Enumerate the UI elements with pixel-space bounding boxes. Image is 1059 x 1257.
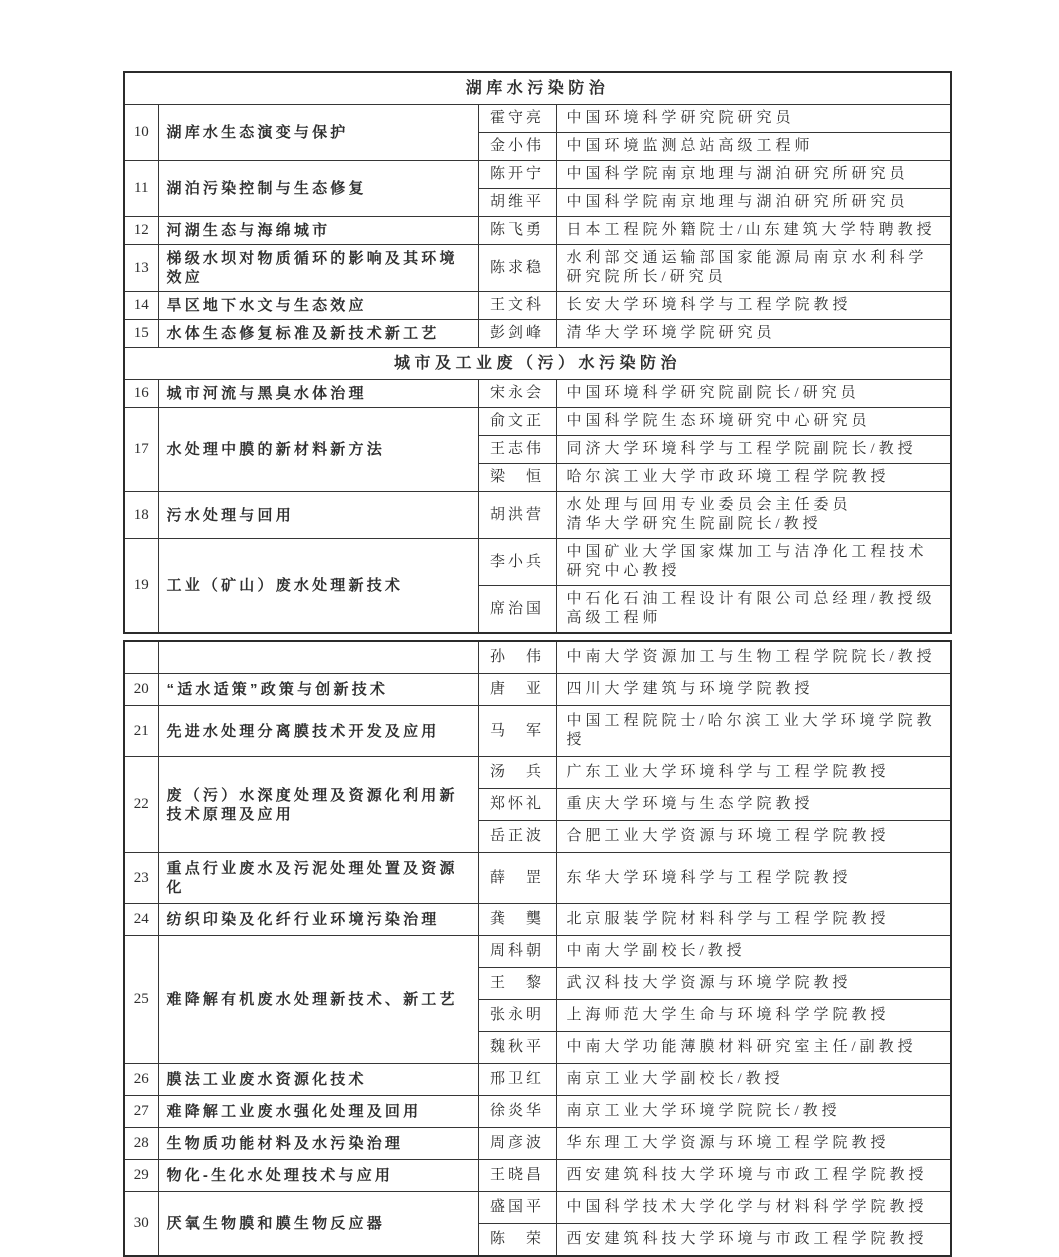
- expert-affiliation-cell: 中国科学院南京地理与湖泊研究所研究员: [556, 189, 951, 217]
- topic-row: [124, 539, 951, 586]
- expert-affiliation-cell: 中国科学院南京地理与湖泊研究所研究员: [556, 161, 951, 189]
- section-header-row: [124, 348, 951, 380]
- expert-affiliation-cell: 中南大学副校长/教授: [556, 936, 951, 968]
- section-header-row: [124, 72, 951, 105]
- review-topics-table-lower: [123, 640, 952, 1257]
- topic-cell: 纺织印染及化纤行业环境污染治理: [158, 904, 478, 936]
- topic-row: [124, 380, 951, 408]
- row-number-cell: 19: [124, 539, 158, 634]
- topic-cell: 水体生态修复标准及新技术新工艺: [158, 320, 478, 348]
- expert-name-cell: 王晓昌: [478, 1160, 556, 1192]
- topic-cell: 难降解有机废水处理新技术、新工艺: [158, 936, 478, 1064]
- expert-name-cell: 陈 荣: [478, 1224, 556, 1257]
- row-number-cell: 15: [124, 320, 158, 348]
- row-number-cell: 12: [124, 217, 158, 245]
- row-number-cell: 20: [124, 674, 158, 706]
- topic-cell: 难降解工业废水强化处理及回用: [158, 1096, 478, 1128]
- topic-row: [124, 641, 951, 674]
- topic-cell: 湖库水生态演变与保护: [158, 105, 478, 161]
- expert-name-cell: 俞文正: [478, 408, 556, 436]
- topic-cell: 工业（矿山）废水处理新技术: [158, 539, 478, 634]
- expert-name-cell: 王志伟: [478, 436, 556, 464]
- topic-row: [124, 904, 951, 936]
- section-header-cell: 湖库水污染防治: [124, 72, 951, 105]
- row-number-cell: 29: [124, 1160, 158, 1192]
- expert-affiliation-cell: 西安建筑科技大学环境与市政工程学院教授: [556, 1160, 951, 1192]
- topic-cell: 梯级水坝对物质循环的影响及其环境效应: [158, 245, 478, 292]
- row-number-cell: 17: [124, 408, 158, 492]
- expert-name-cell: 马 军: [478, 706, 556, 757]
- expert-name-cell: 岳正波: [478, 821, 556, 853]
- expert-name-cell: 胡洪营: [478, 492, 556, 539]
- expert-name-cell: 周彦波: [478, 1128, 556, 1160]
- topic-row: [124, 757, 951, 789]
- expert-name-cell: 梁 恒: [478, 464, 556, 492]
- topic-row: [124, 245, 951, 292]
- expert-name-cell: 薛 罡: [478, 853, 556, 904]
- row-number-cell: 23: [124, 853, 158, 904]
- expert-name-cell: 王文科: [478, 292, 556, 320]
- expert-affiliation-cell: 中南大学资源加工与生物工程学院院长/教授: [556, 641, 951, 674]
- row-number-cell: 22: [124, 757, 158, 853]
- expert-name-cell: 周科朝: [478, 936, 556, 968]
- expert-affiliation-cell: 中南大学功能薄膜材料研究室主任/副教授: [556, 1032, 951, 1064]
- row-number-cell: 10: [124, 105, 158, 161]
- expert-name-cell: 盛国平: [478, 1192, 556, 1224]
- expert-affiliation-cell: 华东理工大学资源与环境工程学院教授: [556, 1128, 951, 1160]
- expert-name-cell: 陈飞勇: [478, 217, 556, 245]
- row-number-cell: 27: [124, 1096, 158, 1128]
- topic-cell: 河湖生态与海绵城市: [158, 217, 478, 245]
- topic-row: [124, 936, 951, 968]
- row-number-cell: 18: [124, 492, 158, 539]
- expert-name-cell: 唐 亚: [478, 674, 556, 706]
- row-number-cell: 26: [124, 1064, 158, 1096]
- topic-row: [124, 706, 951, 757]
- expert-name-cell: 胡维平: [478, 189, 556, 217]
- expert-affiliation-cell: 水处理与回用专业委员会主任委员 清华大学研究生院副院长/教授: [556, 492, 951, 539]
- expert-affiliation-cell: 中国矿业大学国家煤加工与洁净化工程技术研究中心教授: [556, 539, 951, 586]
- expert-affiliation-cell: 广东工业大学环境科学与工程学院教授: [556, 757, 951, 789]
- expert-affiliation-cell: 南京工业大学副校长/教授: [556, 1064, 951, 1096]
- expert-affiliation-cell: 合肥工业大学资源与环境工程学院教授: [556, 821, 951, 853]
- expert-name-cell: 王 黎: [478, 968, 556, 1000]
- expert-name-cell: 陈开宁: [478, 161, 556, 189]
- expert-affiliation-cell: 东华大学环境科学与工程学院教授: [556, 853, 951, 904]
- review-topics-table-upper: [123, 71, 952, 634]
- expert-name-cell: 金小伟: [478, 133, 556, 161]
- expert-affiliation-cell: 同济大学环境科学与工程学院副院长/教授: [556, 436, 951, 464]
- topic-row: [124, 674, 951, 706]
- expert-name-cell: 龚 龑: [478, 904, 556, 936]
- expert-name-cell: 席治国: [478, 586, 556, 634]
- expert-name-cell: 霍守亮: [478, 105, 556, 133]
- topic-row: [124, 408, 951, 436]
- row-number-cell: 16: [124, 380, 158, 408]
- expert-affiliation-cell: 西安建筑科技大学环境与市政工程学院教授: [556, 1224, 951, 1257]
- topic-cell: 物化-生化水处理技术与应用: [158, 1160, 478, 1192]
- expert-affiliation-cell: 南京工业大学环境学院院长/教授: [556, 1096, 951, 1128]
- row-number-cell: 25: [124, 936, 158, 1064]
- expert-affiliation-cell: 武汉科技大学资源与环境学院教授: [556, 968, 951, 1000]
- expert-affiliation-cell: 北京服装学院材料科学与工程学院教授: [556, 904, 951, 936]
- topic-cell: 厌氧生物膜和膜生物反应器: [158, 1192, 478, 1257]
- topic-cell: 污水处理与回用: [158, 492, 478, 539]
- row-number-cell: [124, 641, 158, 674]
- topic-row: [124, 492, 951, 539]
- expert-name-cell: 宋永会: [478, 380, 556, 408]
- expert-affiliation-cell: 中国科学院生态环境研究中心研究员: [556, 408, 951, 436]
- topic-cell: 膜法工业废水资源化技术: [158, 1064, 478, 1096]
- expert-affiliation-cell: 中石化石油工程设计有限公司总经理/教授级高级工程师: [556, 586, 951, 634]
- topic-row: [124, 1192, 951, 1224]
- topic-cell: 生物质功能材料及水污染治理: [158, 1128, 478, 1160]
- expert-name-cell: 邢卫红: [478, 1064, 556, 1096]
- topic-row: [124, 1096, 951, 1128]
- expert-affiliation-cell: 水利部交通运输部国家能源局南京水利科学研究院所长/研究员: [556, 245, 951, 292]
- expert-affiliation-cell: 中国科学技术大学化学与材料科学学院教授: [556, 1192, 951, 1224]
- expert-name-cell: 彭剑峰: [478, 320, 556, 348]
- expert-affiliation-cell: 长安大学环境科学与工程学院教授: [556, 292, 951, 320]
- expert-affiliation-cell: 中国环境科学研究院研究员: [556, 105, 951, 133]
- topic-cell: 水处理中膜的新材料新方法: [158, 408, 478, 492]
- expert-affiliation-cell: 四川大学建筑与环境学院教授: [556, 674, 951, 706]
- expert-name-cell: 汤 兵: [478, 757, 556, 789]
- topic-cell: “适水适策”政策与创新技术: [158, 674, 478, 706]
- row-number-cell: 30: [124, 1192, 158, 1257]
- row-number-cell: 24: [124, 904, 158, 936]
- topic-row: [124, 161, 951, 189]
- topic-row: [124, 105, 951, 133]
- expert-affiliation-cell: 中国环境监测总站高级工程师: [556, 133, 951, 161]
- topic-cell: 先进水处理分离膜技术开发及应用: [158, 706, 478, 757]
- expert-affiliation-cell: 中国环境科学研究院副院长/研究员: [556, 380, 951, 408]
- topic-cell: 重点行业废水及污泥处理处置及资源化: [158, 853, 478, 904]
- expert-name-cell: 陈求稳: [478, 245, 556, 292]
- expert-affiliation-cell: 中国工程院院士/哈尔滨工业大学环境学院教授: [556, 706, 951, 757]
- topic-row: [124, 1064, 951, 1096]
- expert-name-cell: 李小兵: [478, 539, 556, 586]
- expert-affiliation-cell: 重庆大学环境与生态学院教授: [556, 789, 951, 821]
- topic-row: [124, 217, 951, 245]
- topic-cell: 湖泊污染控制与生态修复: [158, 161, 478, 217]
- topic-row: [124, 320, 951, 348]
- topic-row: [124, 292, 951, 320]
- expert-name-cell: 孙 伟: [478, 641, 556, 674]
- section-header-cell: 城市及工业废（污）水污染防治: [124, 348, 951, 380]
- row-number-cell: 11: [124, 161, 158, 217]
- row-number-cell: 21: [124, 706, 158, 757]
- expert-affiliation-cell: 清华大学环境学院研究员: [556, 320, 951, 348]
- expert-affiliation-cell: 上海师范大学生命与环境科学学院教授: [556, 1000, 951, 1032]
- topic-cell: [158, 641, 478, 674]
- topic-row: [124, 1160, 951, 1192]
- expert-name-cell: 徐炎华: [478, 1096, 556, 1128]
- row-number-cell: 14: [124, 292, 158, 320]
- expert-name-cell: 魏秋平: [478, 1032, 556, 1064]
- topic-cell: 废（污）水深度处理及资源化利用新技术原理及应用: [158, 757, 478, 853]
- expert-affiliation-cell: 哈尔滨工业大学市政环境工程学院教授: [556, 464, 951, 492]
- row-number-cell: 28: [124, 1128, 158, 1160]
- expert-name-cell: 张永明: [478, 1000, 556, 1032]
- expert-name-cell: 郑怀礼: [478, 789, 556, 821]
- topic-row: [124, 1128, 951, 1160]
- topic-cell: 旱区地下水文与生态效应: [158, 292, 478, 320]
- row-number-cell: 13: [124, 245, 158, 292]
- topic-row: [124, 853, 951, 904]
- expert-affiliation-cell: 日本工程院外籍院士/山东建筑大学特聘教授: [556, 217, 951, 245]
- topic-cell: 城市河流与黑臭水体治理: [158, 380, 478, 408]
